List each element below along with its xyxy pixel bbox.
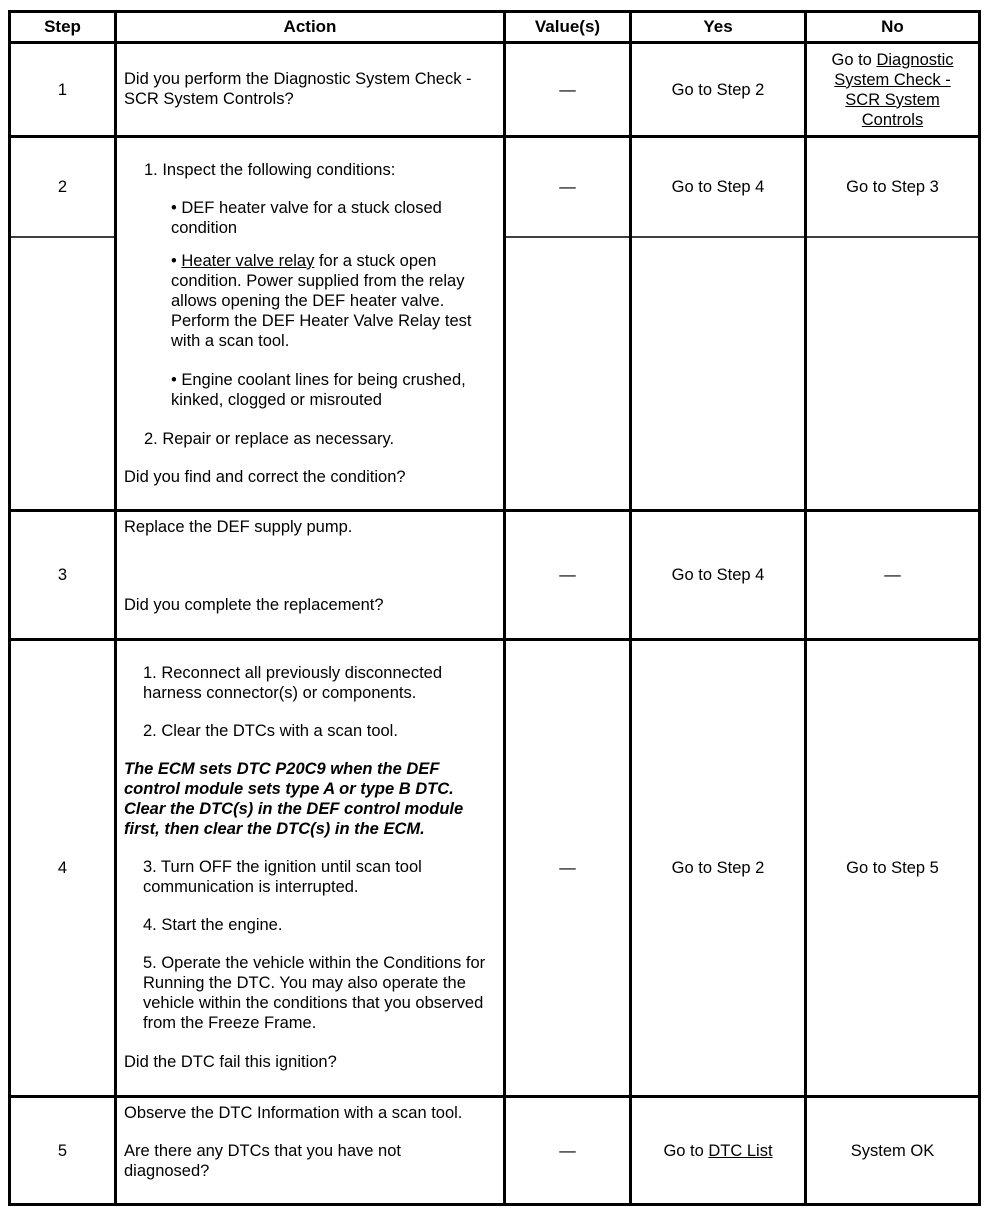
header-no: No [881,17,904,36]
action-item: 4. Start the engine. [143,916,283,934]
value-cell: — [559,566,576,584]
header-action: Action [283,17,337,36]
dtc-list-link[interactable]: DTC List [708,1141,773,1160]
no-cell [807,44,978,135]
action-item: 1. Reconnect all previously disconnected harness connector(s) or components. [143,664,443,702]
action-cell [117,641,503,1095]
yes-cell: Go to Step 2 [671,859,765,877]
value-cell: — [559,178,576,196]
diagnostic-system-check-link[interactable]: Diagnostic System Check - SCR System Controls [834,50,954,129]
yes-cell [632,1098,804,1203]
header-values: Value(s) [534,17,601,36]
step-number: 2 [57,178,68,196]
action-bullet: • DEF heater valve for a stuck closed condition [171,199,442,237]
yes-cell: Go to Step 4 [671,178,765,196]
no-cell: Go to Step 3 [846,178,939,196]
action-item: 2. Clear the DTCs with a scan tool. [143,722,398,740]
yes-cell: Go to Step 4 [671,566,765,584]
action-item: 2. Repair or replace as necessary. [144,430,395,448]
bullet-text: for a stuck open condition. Power supplied from the relay allows opening the DEF heater valve. Perform the DEF Heater Valve Relay test with a scan tool. [171,252,472,350]
no-prefix: Go to [831,50,877,69]
action-question: Did you find and correct the condition? [124,468,406,486]
action-text: Observe the DTC Information with a scan tool. [124,1104,463,1122]
no-cell: Go to Step 5 [846,859,939,877]
action-item: 5. Operate the vehicle within the Conditions for Running the DTC. You may also operate the vehicle within the conditions that you observed from the Freeze Frame. [143,954,486,1032]
step-number: 1 [57,80,68,99]
header-step: Step [44,17,81,36]
step-number: 3 [57,566,68,584]
yes-cell: Go to Step 2 [671,80,765,99]
action-text: Replace the DEF supply pump. [124,518,353,536]
action-item: 3. Turn OFF the ignition until scan tool communication is interrupted. [143,858,422,896]
step-number: 5 [57,1141,68,1160]
action-item: 1. Inspect the following conditions: [144,161,396,179]
action-note: The ECM sets DTC P20C9 when the DEF control module sets type A or type B DTC. Clear the DTC(s) in the DEF control module first, then clear the DTC(s) in the ECM. [124,760,464,838]
value-cell: — [559,80,576,99]
action-cell [117,1098,503,1203]
action-question: Did you perform the Diagnostic System Check - SCR System Controls? [124,70,472,108]
action-cell [117,138,503,509]
action-bullet: • Engine coolant lines for being crushed, kinked, clogged or misrouted [171,371,466,409]
no-cell: System OK [850,1141,935,1160]
action-question: Are there any DTCs that you have not diagnosed? [124,1142,401,1180]
heater-valve-relay-link[interactable]: Heater valve relay [181,252,315,270]
step-number: 4 [57,859,68,877]
action-question: Did you complete the replacement? [124,596,384,614]
action-question: Did the DTC fail this ignition? [124,1053,337,1071]
yes-prefix: Go to [663,1141,709,1160]
action-cell [117,44,503,135]
action-bullet: • Heater valve relay for a stuck open condition. Power supplied from the relay allows opening the DEF heater valve. Perform the DEF Heater Valve Relay test with a scan tool. [171,252,472,350]
header-yes: Yes [703,17,733,36]
value-cell: — [559,1141,576,1160]
action-cell [117,512,503,638]
no-cell: — [884,566,901,584]
value-cell: — [559,859,576,877]
